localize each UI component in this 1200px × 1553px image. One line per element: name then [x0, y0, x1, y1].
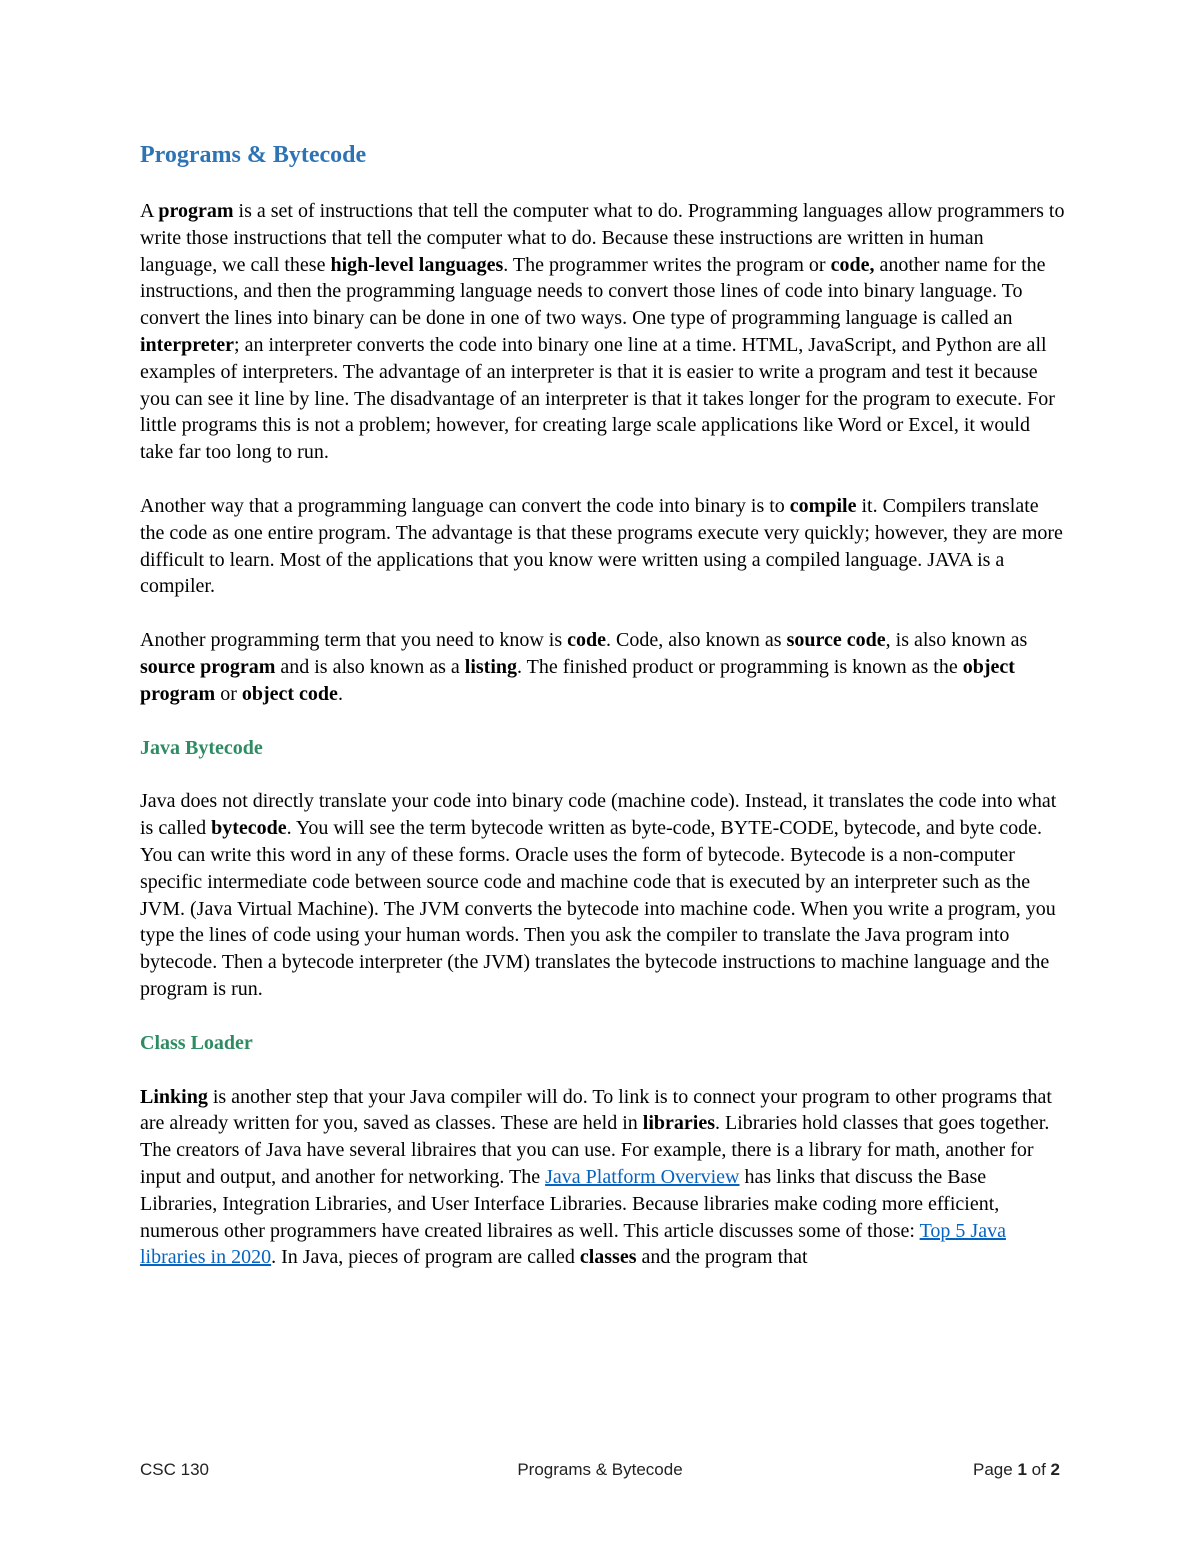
- text-run: , is also known as: [885, 629, 1028, 652]
- paragraph-linking: [140, 1084, 1065, 1272]
- paragraph-programs: [140, 198, 1065, 466]
- bold-term: libraries: [642, 1112, 715, 1135]
- bold-term: code: [567, 629, 607, 652]
- page-title: Programs & Bytecode: [140, 142, 367, 168]
- bold-term: object program: [140, 655, 1015, 705]
- text-run: . In Java, pieces of program are called: [271, 1246, 580, 1269]
- text-run: and is also known as a: [275, 655, 465, 678]
- footer-course: CSC 130: [140, 1460, 209, 1479]
- text-run: . Code, also known as: [606, 629, 787, 652]
- bold-term: listing: [464, 655, 518, 678]
- bold-term: compile: [789, 494, 857, 517]
- text-run: has links that discuss the Base Libraries, Integration Libraries, and User Interface Libraries. Because libraries make coding more efficient, numerous other programmers have created libraires as well. This article discusses some of those:: [140, 1165, 1000, 1242]
- text-run: . The programmer writes the program or: [503, 253, 831, 276]
- text-run: . The finished product or programming is known as the: [517, 655, 963, 678]
- text-run: is a set of instructions that tell the computer what to do. Programming languages allow programmers to write those instructions that tell the computer what to do. Because these instructions are written in human language, we call these: [140, 200, 1065, 276]
- bold-term: Linking: [140, 1085, 208, 1108]
- text-run: .: [337, 682, 343, 705]
- text-run: and the program that: [636, 1246, 808, 1269]
- text-run: A: [140, 200, 159, 222]
- footer-current-page: 1: [1017, 1460, 1027, 1479]
- text-run: it. Compilers translate the code as one entire program. The advantage is that these programs execute very quickly; however, they are more difficult to learn. Most of the applications that you know were written using a compiled language. JAVA is a compiler.: [140, 494, 1063, 598]
- text-run: Another programming term that you need to know is: [140, 629, 568, 652]
- paragraph-compile: [140, 493, 1065, 600]
- bold-term: object code: [241, 682, 338, 705]
- bold-term: classes: [579, 1246, 637, 1269]
- footer-total-pages: 2: [1050, 1460, 1060, 1479]
- paragraph-source-code: [140, 627, 1065, 707]
- heading-java-bytecode: Java Bytecode: [140, 736, 263, 759]
- footer-page-number: [973, 1459, 1060, 1481]
- link-java-platform-overview[interactable]: Java Platform Overview: [545, 1165, 740, 1188]
- bold-term: bytecode: [211, 817, 287, 840]
- heading-class-loader: Class Loader: [140, 1031, 253, 1054]
- bold-term: interpreter: [140, 333, 235, 356]
- bold-term: source program: [140, 655, 276, 678]
- footer-of-label: of: [1026, 1460, 1051, 1479]
- text-run: . Libraries hold classes that goes together. The creators of Java have several libraires that you can use. For example, there is a library for math, another for input and output, and another for networking. The: [140, 1112, 1050, 1188]
- bold-term: source code: [786, 629, 886, 652]
- text-run: . You will see the term bytecode written as byte-code, BYTE-CODE, bytecode, and byte code. You can write this word in any of these forms. Oracle uses the form of bytecode. Bytecode is a non-computer specific intermediate code between source code and machine code that is executed by an interpreter such as the JVM. (Java Virtual Machine). The JVM converts the bytecode into machine code. When you write a program, you type the lines of code using your human words. Then you ask the compiler to translate the Java program into bytecode. Then a bytecode interpreter (the JVM) translates the bytecode instructions to machine language and the program is run.: [140, 817, 1056, 1000]
- text-run: or: [215, 682, 242, 705]
- text-run: Another way that a programming language can convert the code into binary is to: [140, 494, 790, 517]
- link-top-5-java-libraries[interactable]: Top 5 Java libraries in 2020: [140, 1219, 1006, 1269]
- text-run: another name for the instructions, and then the programming language needs to convert those lines of code into binary language. To convert the lines into binary can be done in one of two ways. One type of programming language is called an: [140, 253, 1046, 330]
- document-body: [140, 140, 1065, 1298]
- bold-term: code,: [830, 253, 875, 276]
- text-run: ; an interpreter converts the code into binary one line at a time. HTML, JavaScript, and Python are all examples of interpreters. The advantage of an interpreter is that it is easier to write a program and test it because you can see it line by line. The disadvantage of an interpreter is that it takes longer for the program to execute. For little programs this is not a problem; however, for creating large scale applications like Word or Excel, it would take far too long to run.: [140, 333, 1055, 464]
- footer-page-label: Page: [973, 1460, 1018, 1479]
- paragraph-bytecode: [140, 788, 1065, 1002]
- text-run: Java does not directly translate your code into binary code (machine code). Instead, it translates the code into what is called: [140, 790, 1057, 840]
- bold-term: program: [158, 200, 234, 222]
- bold-term: high-level languages: [330, 253, 504, 276]
- footer-title: Programs & Bytecode: [517, 1460, 683, 1479]
- text-run: is another step that your Java compiler will do. To link is to connect your program to other programs that are already written for you, saved as classes. These are held in: [140, 1085, 1052, 1135]
